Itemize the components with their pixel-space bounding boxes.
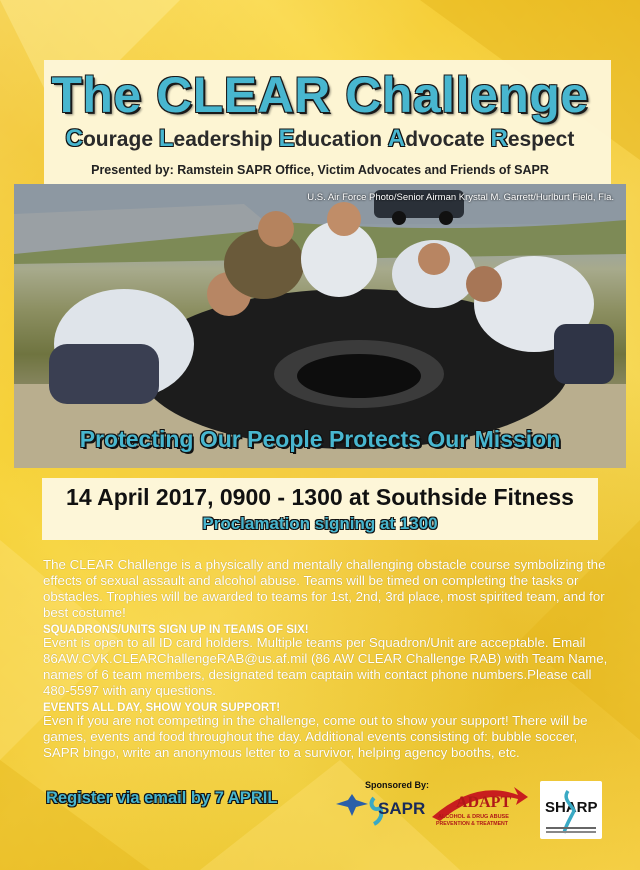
acronym-letter-r: R (490, 125, 508, 152)
section-heading-signup: SQUADRONS/UNITS SIGN UP IN TEAMS OF SIX! (43, 624, 309, 636)
adapt-subtitle-1: ALCOHOL & DRUG ABUSE (438, 814, 509, 820)
poster-title: The CLEAR Challenge (51, 67, 589, 123)
sponsored-by-label: Sponsored By: (365, 780, 430, 790)
sharp-logo-graphic (540, 781, 602, 839)
proclamation-note: Proclamation signing at 1300 (202, 514, 438, 533)
sapr-logo (334, 790, 426, 826)
sapr-logo-text: SAPR (378, 799, 426, 818)
air-force-symbol-icon (336, 794, 368, 816)
acronym-word-education: ducation (294, 128, 388, 151)
presented-by: Presented by: Ramstein SAPR Office, Victim Advocates and Friends of SAPR (91, 163, 549, 177)
acronym-letter-l: L (158, 125, 174, 152)
acronym-word-courage: ourage (82, 128, 159, 151)
photo-credit: U.S. Air Force Photo/Senior Airman Krystal M. Garrett/Hurlburt Field, Fla. (307, 192, 614, 203)
acronym-word-advocate: dvocate (405, 128, 491, 151)
acronym-line (0, 125, 640, 153)
adapt-logo (426, 783, 530, 829)
signup-paragraph: Event is open to all ID card holders. Multiple teams per Squadron/Unit are acceptable. Email 86AW.CVK.CLEARChallengeRAB@us.af.mil (86 AW CLEAR Challenge RAB) with Team Name, names of 6 team members, designated team captain with contact phone numbers.Please call 480-5597 with any questions. (43, 635, 608, 698)
intro-paragraph: The CLEAR Challenge is a physically and mentally challenging obstacle course symbolizing the effects of sexual assault and alcohol abuse. Teams will be timed on completing the tasks or obstacles. Trophies will be awarded to teams for 1st, 2nd, 3rd place, most spirited team, and for best costume! (43, 557, 606, 620)
sharp-logo-text: SHARP (545, 799, 598, 816)
adapt-subtitle-2: PREVENTION & TREATMENT (436, 821, 508, 827)
events-paragraph: Even if you are not competing in the challenge, come out to show your support! There will be games, events and food throughout the day. Additional events consisting of: bubble soccer, SAPR bingo, write an anonymous letter to a survivor, helping agency booths, etc. (43, 713, 588, 760)
acronym-word-respect: espect (507, 128, 575, 151)
sharp-logo (540, 781, 602, 839)
acronym-letter-e: E (278, 125, 295, 152)
acronym-letter-a: A (387, 125, 406, 152)
acronym-word-leadership: eadership (173, 128, 279, 151)
event-date: 14 April 2017, 0900 - 1300 at Southside Fitness (66, 484, 574, 510)
tagline: Protecting Our People Protects Our Mission (79, 426, 561, 452)
adapt-logo-text: ADAPT (456, 794, 512, 811)
register-callout: Register via email by 7 APRIL (46, 789, 278, 807)
acronym-letter-c: C (65, 125, 83, 152)
section-heading-events: EVENTS ALL DAY, SHOW YOUR SUPPORT! (43, 702, 281, 714)
